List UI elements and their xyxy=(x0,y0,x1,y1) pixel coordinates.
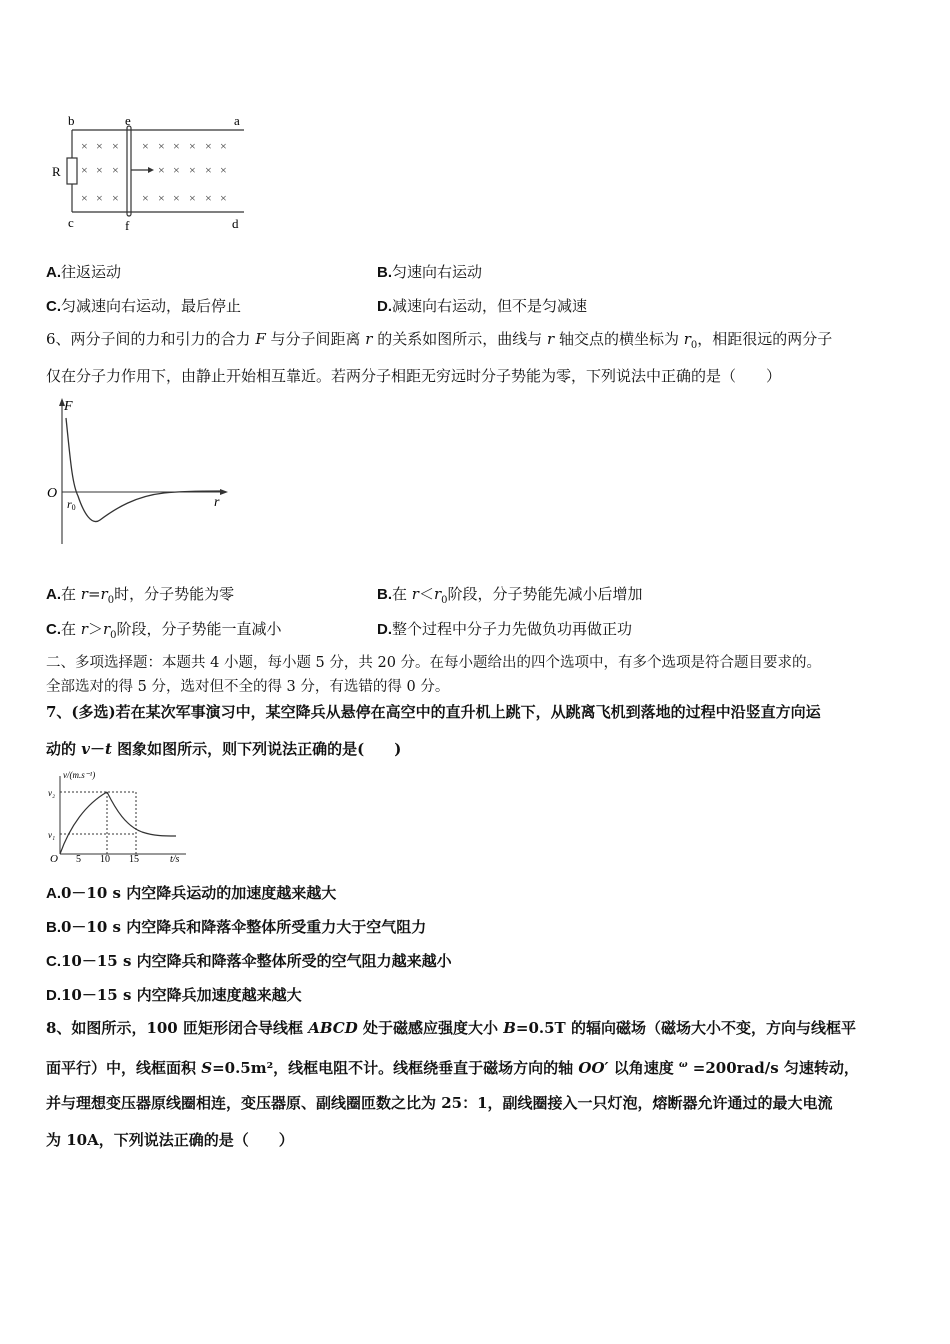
v-axis-label: v/(m.s⁻¹) xyxy=(63,770,96,780)
field-cross-mark: × xyxy=(173,139,180,153)
field-cross-mark: × xyxy=(81,191,88,205)
resistor xyxy=(67,158,77,184)
q6-stem-line2: 仅在分子力作用下，由静止开始相互靠近。若两分子相距无穷远时分子势能为零，下列说法中正确的是（ ） xyxy=(46,367,782,385)
option-letter: B. xyxy=(377,264,392,281)
field-cross-mark: × xyxy=(81,163,88,177)
f-axis-label: F xyxy=(64,399,73,414)
label-e: e xyxy=(125,113,131,128)
field-cross-mark: × xyxy=(112,191,119,205)
q6-option-c[interactable]: C.在 $r>r_0$阶段，分子势能一直减小 xyxy=(46,620,282,641)
option-letter: C. xyxy=(46,298,61,315)
force-curve xyxy=(66,418,220,522)
origin-label: O xyxy=(50,853,58,864)
q5-option-a[interactable] xyxy=(46,261,121,282)
label-a: a xyxy=(234,113,240,128)
t-axis-label: t/s xyxy=(170,854,180,864)
accel-segment xyxy=(60,792,107,854)
field-cross-mark: × xyxy=(158,191,165,205)
option-text: 匀减速向右运动，最后停止 xyxy=(61,297,242,315)
q8-stem-line1: 8、如图所示，100 匝矩形闭合导线框 ABCD 处于磁感应强度大小 B=0.5T 的辐向磁场（磁场大小不变，方向与线框平 xyxy=(46,1019,856,1037)
option-text: 减速向右运动，但不是匀减速 xyxy=(392,297,588,315)
origin-label: O xyxy=(47,486,58,501)
label-b: b xyxy=(68,113,75,128)
label-R: R xyxy=(52,164,61,179)
q5-option-d[interactable] xyxy=(377,295,587,316)
field-cross-mark: × xyxy=(96,163,103,177)
field-cross-mark: × xyxy=(205,163,212,177)
field-cross-mark: × xyxy=(173,163,180,177)
field-cross-mark: × xyxy=(158,139,165,153)
rail-circuit-figure xyxy=(48,110,258,235)
tick-15: 15 xyxy=(129,854,139,864)
option-text: 往返运动 xyxy=(61,263,122,281)
field-cross-mark: × xyxy=(96,139,103,153)
magnetic-field-crosses xyxy=(81,139,227,205)
r0-label: r0 xyxy=(67,497,76,512)
field-cross-mark: × xyxy=(81,139,88,153)
field-cross-mark: × xyxy=(189,139,196,153)
field-cross-mark: × xyxy=(96,191,103,205)
q5-option-c[interactable] xyxy=(46,295,241,316)
field-cross-mark: × xyxy=(142,139,149,153)
q7-option-c[interactable]: C.10－15 s 内空降兵和降落伞整体所受的空气阻力越来越小 xyxy=(46,952,452,970)
field-cross-mark: × xyxy=(173,191,180,205)
option-letter: A. xyxy=(46,264,61,281)
q5-option-b[interactable] xyxy=(377,261,482,282)
q6-option-a[interactable]: A.在 $r=r_0$时，分子势能为零 xyxy=(46,585,235,606)
q6-option-b[interactable]: B.在 $r<r_0$阶段，分子势能先减小后增加 xyxy=(377,585,643,606)
field-cross-mark: × xyxy=(220,191,227,205)
field-cross-mark: × xyxy=(142,191,149,205)
field-cross-mark: × xyxy=(189,163,196,177)
force-distance-graph xyxy=(44,396,234,548)
field-cross-mark: × xyxy=(189,191,196,205)
v1-label: v₁ xyxy=(48,830,56,840)
label-c: c xyxy=(68,215,74,230)
q7-option-d[interactable]: D.10－15 s 内空降兵加速度越来越大 xyxy=(46,986,302,1004)
section2-instructions-line1: 二、多项选择题：本题共 4 小题，每小题 5 分，共 20 分。在每小题给出的四个选项中，有多个选项是符合题目要求的。 xyxy=(46,655,822,671)
metal-rod-ef xyxy=(127,126,131,216)
field-cross-mark: × xyxy=(220,139,227,153)
velocity-time-graph xyxy=(46,768,194,864)
field-cross-mark: × xyxy=(158,163,165,177)
q7-stem-line2: 动的 v－t 图象如图所示，则下列说法正确的是( ) xyxy=(46,740,402,758)
q7-option-a[interactable]: A.0－10 s 内空降兵运动的加速度越来越大 xyxy=(46,884,337,902)
label-f: f xyxy=(125,218,130,233)
r-axis-label: r xyxy=(214,495,220,510)
q8-stem-line2: 面平行）中，线框面积 S=0.5m²，线框电阻不计。线框绕垂直于磁场方向的轴 OO′ 以角速度 $^\omega$ =200rad/s 匀速转动， xyxy=(46,1059,859,1077)
tick-10: 10 xyxy=(100,854,110,864)
decel-segment xyxy=(107,792,176,836)
v2-label: v₂ xyxy=(48,788,56,798)
option-text: 匀速向右运动 xyxy=(392,263,483,281)
q8-stem-line4: 为 10A，下列说法正确的是（ ） xyxy=(46,1131,294,1149)
q6-option-d[interactable]: D.整个过程中分子力先做负功再做正功 xyxy=(377,620,633,638)
tick-5: 5 xyxy=(76,854,81,864)
section2-instructions-line2: 全部选对的得 5 分，选对但不全的得 3 分，有选错的得 0 分。 xyxy=(46,679,450,695)
q7-stem-line1: 7、(多选)若在某次军事演习中，某空降兵从悬停在高空中的直升机上跳下，从跳离飞机到落地的过程中沿竖直方向运 xyxy=(46,703,821,721)
q6-stem-line1: 6、两分子间的力和引力的合力 F 与分子间距离 r 的关系如图所示，曲线与 r 轴交点的横坐标为 $r_0$，相距很远的两分子 xyxy=(46,330,833,351)
field-cross-mark: × xyxy=(112,163,119,177)
option-letter: D. xyxy=(377,298,392,315)
field-cross-mark: × xyxy=(205,191,212,205)
field-cross-mark: × xyxy=(205,139,212,153)
velocity-arrow-head xyxy=(148,167,154,173)
r-axis-arrow xyxy=(220,489,228,495)
label-d: d xyxy=(232,216,239,231)
field-cross-mark: × xyxy=(220,163,227,177)
q7-option-b[interactable]: B.0－10 s 内空降兵和降落伞整体所受重力大于空气阻力 xyxy=(46,918,427,936)
q8-stem-line3: 并与理想变压器原线圈相连，变压器原、副线圈匝数之比为 25：1，副线圈接入一只灯泡，熔断器允许通过的最大电流 xyxy=(46,1094,833,1112)
field-cross-mark: × xyxy=(112,139,119,153)
